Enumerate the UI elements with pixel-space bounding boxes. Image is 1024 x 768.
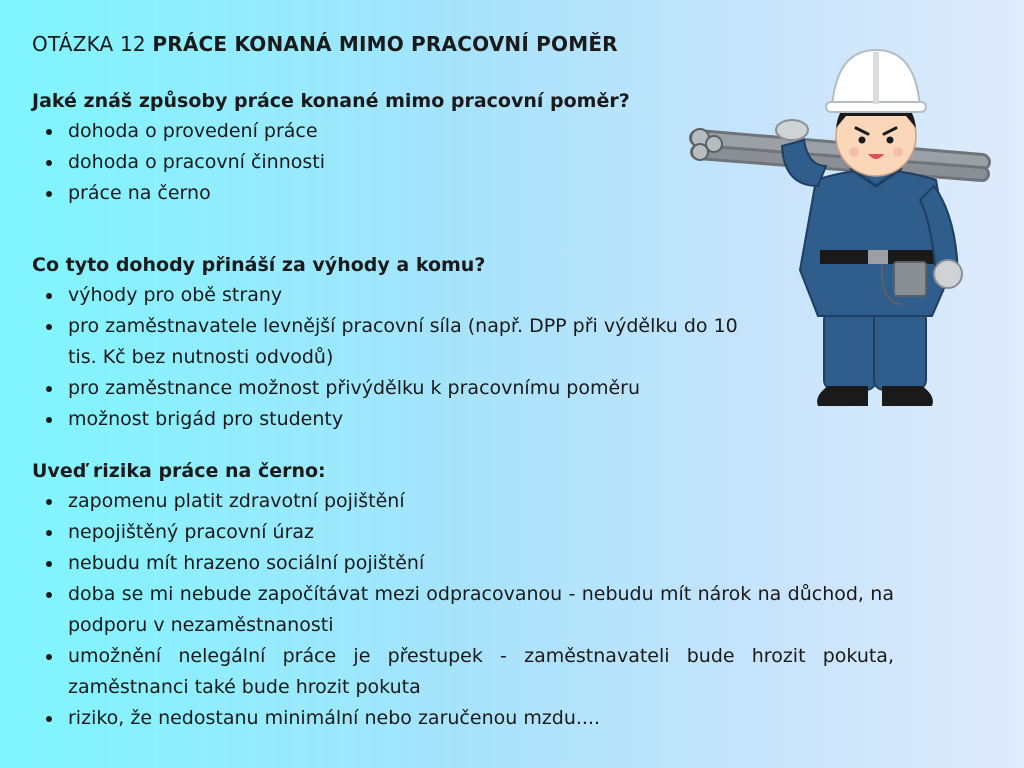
list-item: pro zaměstnance možnost přivýdělku k pracovnímu poměru xyxy=(32,373,748,404)
question-heading: Co tyto dohody přináší za výhody a komu? xyxy=(32,254,486,276)
list-item: výhody pro obě strany xyxy=(32,280,748,311)
list-item: nepojištěný pracovní úraz xyxy=(32,517,894,548)
list-item: dohoda o pracovní činnosti xyxy=(32,147,894,178)
list-item: doba se mi nebude započítávat mezi odpracovanou - nebudu mít nárok na důchod, na podporu v nezaměstnanosti xyxy=(32,579,894,641)
list-item: práce na černo xyxy=(32,178,894,209)
list-item: umožnění nelegální práce je přestupek - zaměstnavateli bude hrozit pokuta, zaměstnanci také bude hrozit pokuta xyxy=(32,641,894,703)
list-item: nebudu mít hrazeno sociální pojištění xyxy=(32,548,894,579)
title-prefix: OTÁZKA 12 xyxy=(32,32,153,56)
list-item: zapomenu platit zdravotní pojištění xyxy=(32,486,894,517)
title-main: PRÁCE KONANÁ MIMO PRACOVNÍ POMĚR xyxy=(152,32,618,56)
question-heading: Jaké znáš způsoby práce konané mimo pracovní poměr? xyxy=(32,90,630,112)
helmet-icon xyxy=(826,50,926,112)
list-item: riziko, že nedostanu minimální nebo zaručenou mzdu.... xyxy=(32,703,894,734)
list-item: dohoda o provedení práce xyxy=(32,116,894,147)
list-item: pro zaměstnavatele levnější pracovní síla (např. DPP při výdělku do 10 tis. Kč bez nutnosti odvodů) xyxy=(32,311,748,373)
construction-worker-illustration xyxy=(686,40,996,420)
answer-list xyxy=(32,486,894,734)
list-item: možnost brigád pro studenty xyxy=(32,404,748,435)
slide-title xyxy=(32,32,618,56)
section-risks xyxy=(32,460,894,734)
question-heading: Uveď rizika práce na černo: xyxy=(32,460,326,482)
